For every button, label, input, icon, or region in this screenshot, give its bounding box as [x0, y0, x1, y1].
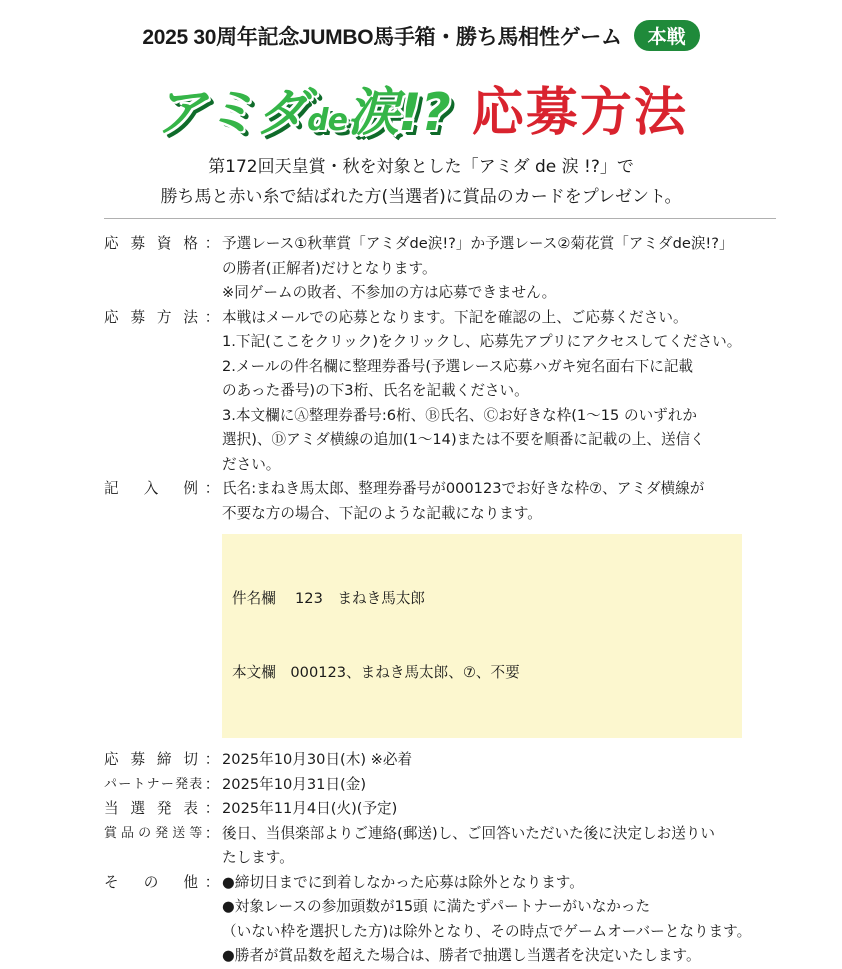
- colon: ：: [204, 824, 220, 842]
- row-content: ●締切日までに到着しなかった応募は除外となります。 ●対象レースの参加頭数が15頭 に満たずパートナーがいなかった （いない枠を選択した方)は除外となり、その時点でゲームオーバーとなります。 ●勝者が賞品数を超えた場合は、勝者で抽選し当選者を決定いたします。: [222, 873, 752, 964]
- title-row: [0, 70, 842, 145]
- row-label: 応募方法: [104, 308, 202, 326]
- row-label: パートナー発表: [104, 776, 202, 792]
- logo-part-de: de: [307, 103, 347, 138]
- logo-part-amida: アミダ: [154, 83, 308, 143]
- row-content: 氏名:まねき馬太郎、整理券番号が000123でお好きな枠⑦、アミダ横線が 不要な方の場合、下記のような記載になります。: [222, 480, 705, 522]
- method-title: 応募方法: [471, 83, 688, 143]
- row-label: 当選発表: [104, 800, 202, 817]
- colon: ：: [204, 308, 220, 326]
- row-partner: [104, 773, 794, 798]
- colon: ：: [204, 800, 220, 817]
- amida-de-namida-logo: [154, 70, 450, 145]
- row-content: 2025年11月4日(火)(予定): [222, 800, 398, 817]
- divider: [104, 218, 776, 219]
- row-content: 予選レース①秋華賞「アミダde涙!?」か予選レース②菊花賞「アミダde涙!?」 の勝者(正解者)だけとなります。 ※同ゲームの敗者、不参加の方は応募できません。: [222, 235, 734, 301]
- row-label: 記入例: [104, 480, 202, 497]
- example-box: [222, 534, 742, 738]
- logo-part-namida: 涙!?: [346, 83, 450, 143]
- example-box-body: 本文欄 000123、まねき馬太郎、⑦、不要: [232, 663, 520, 681]
- row-label: 応募資格: [104, 235, 202, 252]
- colon: ：: [204, 480, 220, 497]
- colon: ：: [204, 873, 220, 891]
- colon: ：: [204, 751, 220, 768]
- row-method: [104, 306, 794, 478]
- row-label: 応募締切: [104, 751, 202, 768]
- header-title: 2025 30周年記念JUMBO馬手箱・勝ち馬相性ゲーム: [142, 25, 622, 49]
- details-list: [104, 232, 794, 969]
- colon: ：: [204, 235, 220, 252]
- row-deadline: [104, 748, 794, 773]
- intro-line-1: 第172回天皇賞・秋を対象とした「アミダ de 涙 !?」で: [208, 157, 634, 177]
- colon: ：: [204, 775, 220, 793]
- row-example: [104, 477, 794, 526]
- header-row: [142, 20, 699, 51]
- row-content: 後日、当倶楽部よりご連絡(郵送)し、ご回答いただいた後に決定しお送りい たします。: [222, 824, 715, 866]
- row-winner: [104, 797, 794, 822]
- row-label: 賞品の発送等: [104, 825, 202, 841]
- row-eligibility: [104, 232, 794, 306]
- example-box-subject: 件名欄 123 まねき馬太郎: [232, 590, 426, 607]
- intro-line-2: 勝ち馬と赤い糸で結ばれた方(当選者)に賞品のカードをプレゼント。: [160, 187, 682, 207]
- row-shipping: [104, 822, 794, 871]
- main-round-badge: 本戦: [634, 20, 700, 51]
- row-content[interactable]: 本戦はメールでの応募となります。下記を確認の上、ご応募ください。 1.下記(ここをクリック)をクリックし、応募先アプリにアクセスしてください。 2.メールの件名欄に整理券番号(予選レース応募ハガキ宛名面右下に記載 のあった番号)の下3桁、氏名を記載ください。 3.本文欄にⒶ整理券番号:6桁、Ⓑ氏名、Ⓒお好きな枠(1～15 のいずれか 選択)、Ⓓアミダ横線の追加(1～14)または不要を順番に記載の上、送信く ださい。: [222, 308, 742, 473]
- header: [0, 20, 842, 51]
- intro: [0, 152, 842, 212]
- row-content: 2025年10月30日(木) ※必着: [222, 751, 413, 768]
- row-label: その他: [104, 873, 202, 891]
- row-other: [104, 871, 794, 969]
- row-content: 2025年10月31日(金): [222, 775, 367, 793]
